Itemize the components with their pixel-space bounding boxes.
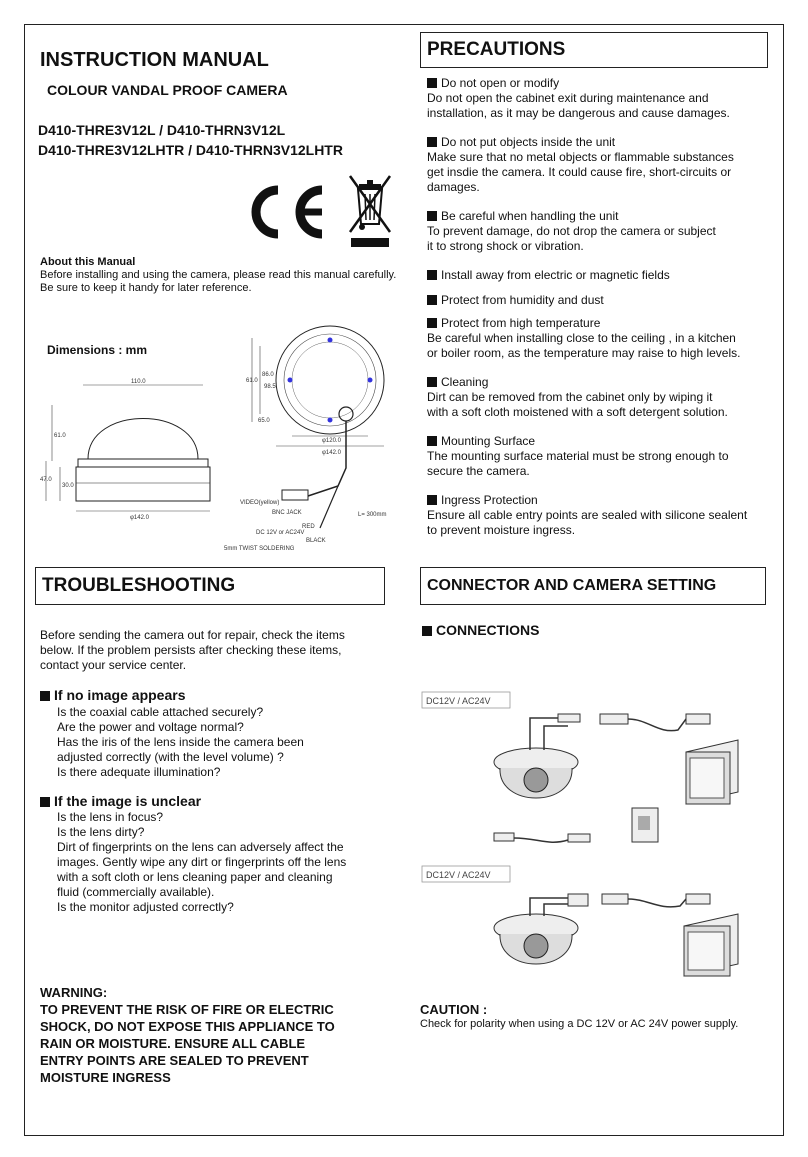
check-line: adjusted correctly (with the level volume) ? bbox=[57, 750, 284, 764]
ce-mark-icon bbox=[238, 182, 328, 242]
precautions-items bbox=[427, 76, 777, 538]
about-heading: About this Manual bbox=[40, 256, 136, 268]
connections-heading bbox=[422, 622, 539, 638]
caution-title: CAUTION : bbox=[420, 1002, 488, 1017]
top-view-drawing bbox=[224, 318, 420, 558]
dim-label: 61.0 bbox=[246, 378, 258, 384]
model-line-1: D410-THRE3V12L / D410-THRN3V12L bbox=[38, 122, 286, 138]
precaution-title bbox=[427, 434, 777, 449]
precautions-list bbox=[427, 76, 777, 538]
intro-line: Before sending the camera out for repair, check the items bbox=[40, 628, 345, 642]
troubleshooting-heading: TROUBLESHOOTING bbox=[42, 575, 236, 596]
precaution-item bbox=[427, 493, 777, 538]
no-image-lines bbox=[57, 705, 304, 780]
precaution-title bbox=[427, 375, 777, 390]
precaution-title bbox=[427, 268, 777, 283]
dim-label: φ120.0 bbox=[322, 438, 341, 444]
precaution-item bbox=[427, 434, 777, 479]
precaution-line: with a soft cloth moistened with a soft detergent solution. bbox=[427, 405, 728, 419]
side-view-drawing bbox=[38, 375, 218, 525]
bullet-square-icon bbox=[427, 318, 437, 328]
check-line: Dirt of fingerprints on the lens can adversely affect the bbox=[57, 840, 344, 854]
bullet-square-icon bbox=[422, 626, 432, 636]
check-line: Are the power and voltage normal? bbox=[57, 720, 244, 734]
precaution-title-text: Do not put objects inside the unit bbox=[441, 135, 616, 149]
bullet-square-icon bbox=[427, 270, 437, 280]
subtitle: COLOUR VANDAL PROOF CAMERA bbox=[47, 82, 288, 98]
warning-line: ENTRY POINTS ARE SEALED TO PREVENT bbox=[40, 1053, 309, 1068]
power-adapter-icon bbox=[632, 808, 658, 842]
precaution-title bbox=[427, 76, 777, 91]
precaution-line: Make sure that no metal objects or flammable substances bbox=[427, 150, 734, 164]
cable-label: L= 300mm bbox=[358, 512, 387, 518]
weee-logo bbox=[345, 172, 395, 252]
no-image-title: If no image appears bbox=[54, 687, 186, 703]
precaution-line: secure the camera. bbox=[427, 464, 530, 478]
cable-label: RED bbox=[302, 524, 315, 530]
check-line: Is the monitor adjusted correctly? bbox=[57, 900, 234, 914]
precautions-heading: PRECAUTIONS bbox=[427, 39, 566, 60]
unclear-title: If the image is unclear bbox=[54, 793, 202, 809]
caution-text: Check for polarity when using a DC 12V or AC 24V power supply. bbox=[420, 1018, 739, 1030]
precaution-title bbox=[427, 316, 777, 331]
about-line-2: Be sure to keep it handy for later reference. bbox=[40, 282, 252, 294]
intro-line: contact your service center. bbox=[40, 658, 187, 672]
precaution-title-text: Ingress Protection bbox=[441, 493, 538, 507]
check-line: with a soft cloth or lens cleaning paper and cleaning bbox=[57, 870, 333, 884]
intro-line: below. If the problem persists after checking these items, bbox=[40, 643, 342, 657]
check-line: Has the iris of the lens inside the camera been bbox=[57, 735, 304, 749]
bullet-square-icon bbox=[427, 377, 437, 387]
precaution-title bbox=[427, 135, 777, 150]
unclear-heading bbox=[40, 793, 201, 809]
precaution-line: get insdie the camera. It could cause fire, short-circuits or bbox=[427, 165, 732, 179]
bullet-square-icon bbox=[427, 495, 437, 505]
title-box bbox=[40, 44, 418, 76]
check-line: images. Gently wipe any dirt or fingerprints off the lens bbox=[57, 855, 347, 869]
dim-label: φ142.0 bbox=[322, 450, 341, 456]
precaution-title-text: Be careful when handling the unit bbox=[441, 209, 619, 223]
camera-dome-icon bbox=[494, 914, 578, 964]
precaution-item bbox=[427, 316, 777, 361]
bullet-square-icon bbox=[427, 78, 437, 88]
about-line-1: Before installing and using the camera, please read this manual carefully. bbox=[40, 269, 397, 281]
precaution-item bbox=[427, 209, 777, 254]
precaution-line: Be careful when installing close to the ceiling , in a kitchen bbox=[427, 331, 736, 345]
precaution-title-text: Cleaning bbox=[441, 375, 489, 389]
crossed-bin-icon bbox=[345, 172, 395, 252]
dim-label: 98.5 bbox=[264, 384, 276, 390]
ce-logo bbox=[238, 182, 328, 242]
dim-label: 47.0 bbox=[40, 477, 52, 483]
precaution-title-text: Do not open or modify bbox=[441, 76, 560, 90]
cable-label: BNC JACK bbox=[272, 510, 302, 516]
troubleshooting-header bbox=[35, 567, 385, 605]
precautions-header bbox=[420, 32, 768, 68]
monitor-icon bbox=[686, 740, 738, 804]
precaution-title bbox=[427, 209, 777, 224]
precaution-title-text: Install away from electric or magnetic fields bbox=[441, 268, 670, 282]
troubleshooting-intro bbox=[40, 628, 345, 673]
precaution-line: it to strong shock or vibration. bbox=[427, 239, 584, 253]
dim-label: φ142.0 bbox=[130, 515, 149, 521]
precaution-title-text: Mounting Surface bbox=[441, 434, 536, 448]
dim-label: 110.0 bbox=[131, 379, 146, 385]
check-line: Is there adequate illumination? bbox=[57, 765, 221, 779]
unclear-lines bbox=[57, 810, 346, 915]
precaution-item bbox=[427, 135, 777, 195]
no-image-heading bbox=[40, 687, 185, 703]
precaution-line: Ensure all cable entry points are sealed with silicone sealent bbox=[427, 508, 748, 522]
dimensions-label: Dimensions : mm bbox=[47, 343, 148, 357]
bullet-square-icon bbox=[40, 691, 50, 701]
connection-diagram bbox=[418, 688, 768, 988]
dim-label: 86.0 bbox=[262, 372, 274, 378]
connections-title: CONNECTIONS bbox=[436, 622, 540, 638]
precaution-line: installation, as it may be dangerous and cause damages. bbox=[427, 106, 730, 120]
power-label-1: DC12V / AC24V bbox=[426, 696, 491, 706]
precaution-line: or boiler room, as the temperature may raise to high levels. bbox=[427, 346, 741, 360]
precaution-item bbox=[427, 375, 777, 420]
cable-label: 5mm TWIST SOLDERING bbox=[224, 546, 295, 552]
bullet-square-icon bbox=[40, 797, 50, 807]
precaution-line: damages. bbox=[427, 180, 480, 194]
warning-line: MOISTURE INGRESS bbox=[40, 1070, 171, 1085]
warning-block bbox=[40, 984, 335, 1086]
bullet-square-icon bbox=[427, 295, 437, 305]
precaution-item bbox=[427, 293, 777, 308]
dim-label: 65.0 bbox=[258, 418, 270, 424]
monitor-icon bbox=[684, 914, 738, 976]
precaution-title bbox=[427, 293, 777, 308]
bullet-square-icon bbox=[427, 436, 437, 446]
camera-dome-icon bbox=[494, 748, 578, 798]
warning-line: RAIN OR MOISTURE. ENSURE ALL CABLE bbox=[40, 1036, 306, 1051]
cable-label: BLACK bbox=[306, 538, 326, 544]
bullet-square-icon bbox=[427, 211, 437, 221]
cable-label: VIDEO(yellow) bbox=[240, 500, 280, 506]
precaution-line: Do not open the cabinet exit during maintenance and bbox=[427, 91, 709, 105]
precaution-item bbox=[427, 268, 777, 283]
warning-line: WARNING: bbox=[40, 985, 108, 1000]
warning-line: SHOCK, DO NOT EXPOSE THIS APPLIANCE TO bbox=[40, 1019, 335, 1034]
check-line: Is the lens in focus? bbox=[57, 810, 164, 824]
cable-label: DC 12V or AC24V bbox=[256, 530, 305, 536]
check-line: Is the coaxial cable attached securely? bbox=[57, 705, 264, 719]
dim-label: 30.0 bbox=[62, 483, 74, 489]
page-title: INSTRUCTION MANUAL bbox=[40, 48, 269, 71]
precaution-title-text: Protect from humidity and dust bbox=[441, 293, 604, 307]
warning-line: TO PREVENT THE RISK OF FIRE OR ELECTRIC bbox=[40, 1002, 334, 1017]
precaution-title-text: Protect from high temperature bbox=[441, 316, 601, 330]
check-line: Is the lens dirty? bbox=[57, 825, 145, 839]
model-line-2: D410-THRE3V12LHTR / D410-THRN3V12LHTR bbox=[38, 142, 343, 158]
power-label-2: DC12V / AC24V bbox=[426, 870, 491, 880]
precaution-line: To prevent damage, do not drop the camera or subject bbox=[427, 224, 716, 238]
bullet-square-icon bbox=[427, 137, 437, 147]
connector-heading: CONNECTOR AND CAMERA SETTING bbox=[427, 577, 717, 594]
check-line: fluid (commercially available). bbox=[57, 885, 215, 899]
dim-label: 61.0 bbox=[54, 433, 66, 439]
precaution-title bbox=[427, 493, 777, 508]
precaution-line: Dirt can be removed from the cabinet only by wiping it bbox=[427, 390, 713, 404]
precaution-line: to prevent moisture ingress. bbox=[427, 523, 576, 537]
precaution-line: The mounting surface material must be strong enough to bbox=[427, 449, 729, 463]
precaution-item bbox=[427, 76, 777, 121]
connector-header bbox=[420, 567, 766, 605]
